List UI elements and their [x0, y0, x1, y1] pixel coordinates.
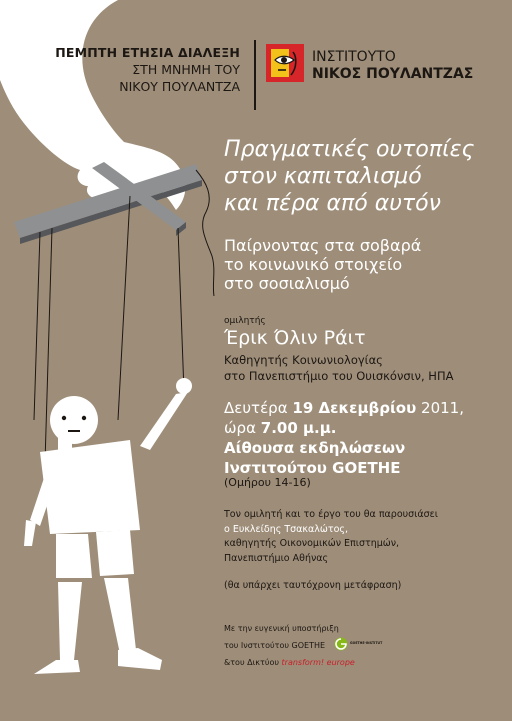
- institute-line-1: ΙΝΣΤΙΤΟΥΤΟ: [312, 49, 396, 65]
- event-date-line: [224, 398, 464, 418]
- lecture-subtitle: [224, 236, 421, 293]
- transform-europe-logo: transform! europe: [281, 658, 355, 667]
- goethe-institut-icon: [334, 637, 348, 651]
- lecture-line-2: ΣΤΗ ΜΝΗΜΗ ΤΟΥ: [132, 62, 240, 77]
- translation-note: (θα υπάρχει ταυτόχρονη μετάφραση): [224, 580, 402, 591]
- lecture-title: [224, 136, 474, 217]
- presenter-line-4: Πανεπιστήμιο Αθήνας: [224, 552, 329, 564]
- goethe-institut-text: GOETHE-INSTITUT: [350, 641, 383, 645]
- event-day: Δευτέρα: [224, 399, 288, 417]
- support-line-3: [224, 654, 355, 671]
- institute-logo-icon: [266, 44, 304, 82]
- presenter-info: [224, 508, 438, 566]
- event-venue-line-1: Αίθουσα εκδηλώσεων: [224, 439, 406, 457]
- event-time: 7.00 μ.μ.: [260, 419, 337, 437]
- title-line-2: στον καπιταλισμό: [224, 164, 422, 189]
- event-datetime: [224, 398, 464, 478]
- title-line-1: Πραγματικές ουτοπίες: [224, 137, 475, 162]
- puppet-figure: [24, 378, 192, 674]
- event-venue-line-2: Ινστιτούτου GOETHE: [224, 459, 401, 477]
- event-address: (Ομήρου 14-16): [224, 476, 311, 489]
- institute-line-2: ΝΙΚΟΣ ΠΟΥΛΑΝΤΖΑΣ: [312, 66, 474, 82]
- speaker-name: Έρικ Όλιν Ράιτ: [224, 327, 366, 349]
- presenter-name: ο Ευκλείδης Τσακαλώτος,: [224, 523, 348, 535]
- title-line-3: και πέρα από αυτόν: [224, 191, 441, 216]
- support-line-2: του Ινστιτούτου GOETHE: [224, 641, 326, 650]
- subtitle-line-1: Παίρνοντας στα σοβαρά: [224, 236, 422, 255]
- event-time-line: [224, 418, 464, 438]
- subtitle-line-3: στο σοσιαλισμό: [224, 274, 350, 293]
- presenter-line-3: καθηγητής Οικονομικών Επιστημών,: [224, 538, 400, 549]
- support-line-3-prefix: &του Δικτύου: [224, 658, 279, 667]
- speaker-role: [224, 352, 453, 384]
- speaker-label: ομιλητής: [224, 316, 266, 326]
- presenter-line-1: Τον ομιλητή και το έργο του θα παρουσιάσει: [224, 509, 439, 520]
- speaker-role-line-1: Καθηγητής Κοινωνιολογίας: [224, 353, 383, 367]
- lecture-line-3: ΝΙΚΟΥ ΠΟΥΛΑΝΤΖΑ: [119, 79, 240, 94]
- event-year: 2011,: [421, 399, 464, 417]
- event-date: 19 Δεκεμβρίου: [292, 399, 417, 417]
- header-divider: [254, 40, 256, 110]
- institute-name: [312, 49, 473, 83]
- event-time-prefix: ώρα: [224, 419, 256, 437]
- lecture-heading: [55, 44, 240, 95]
- support-line-1: Με την ευγενική υποστήριξη: [224, 624, 339, 633]
- subtitle-line-2: το κοινωνικό στοιχείο: [224, 255, 403, 274]
- speaker-role-line-2: στο Πανεπιστήμιο του Ουισκόνσιν, ΗΠΑ: [224, 369, 454, 383]
- lecture-line-1: ΠΕΜΠΤΗ ΕΤΗΣΙΑ ΔΙΑΛΕΞΗ: [55, 45, 240, 60]
